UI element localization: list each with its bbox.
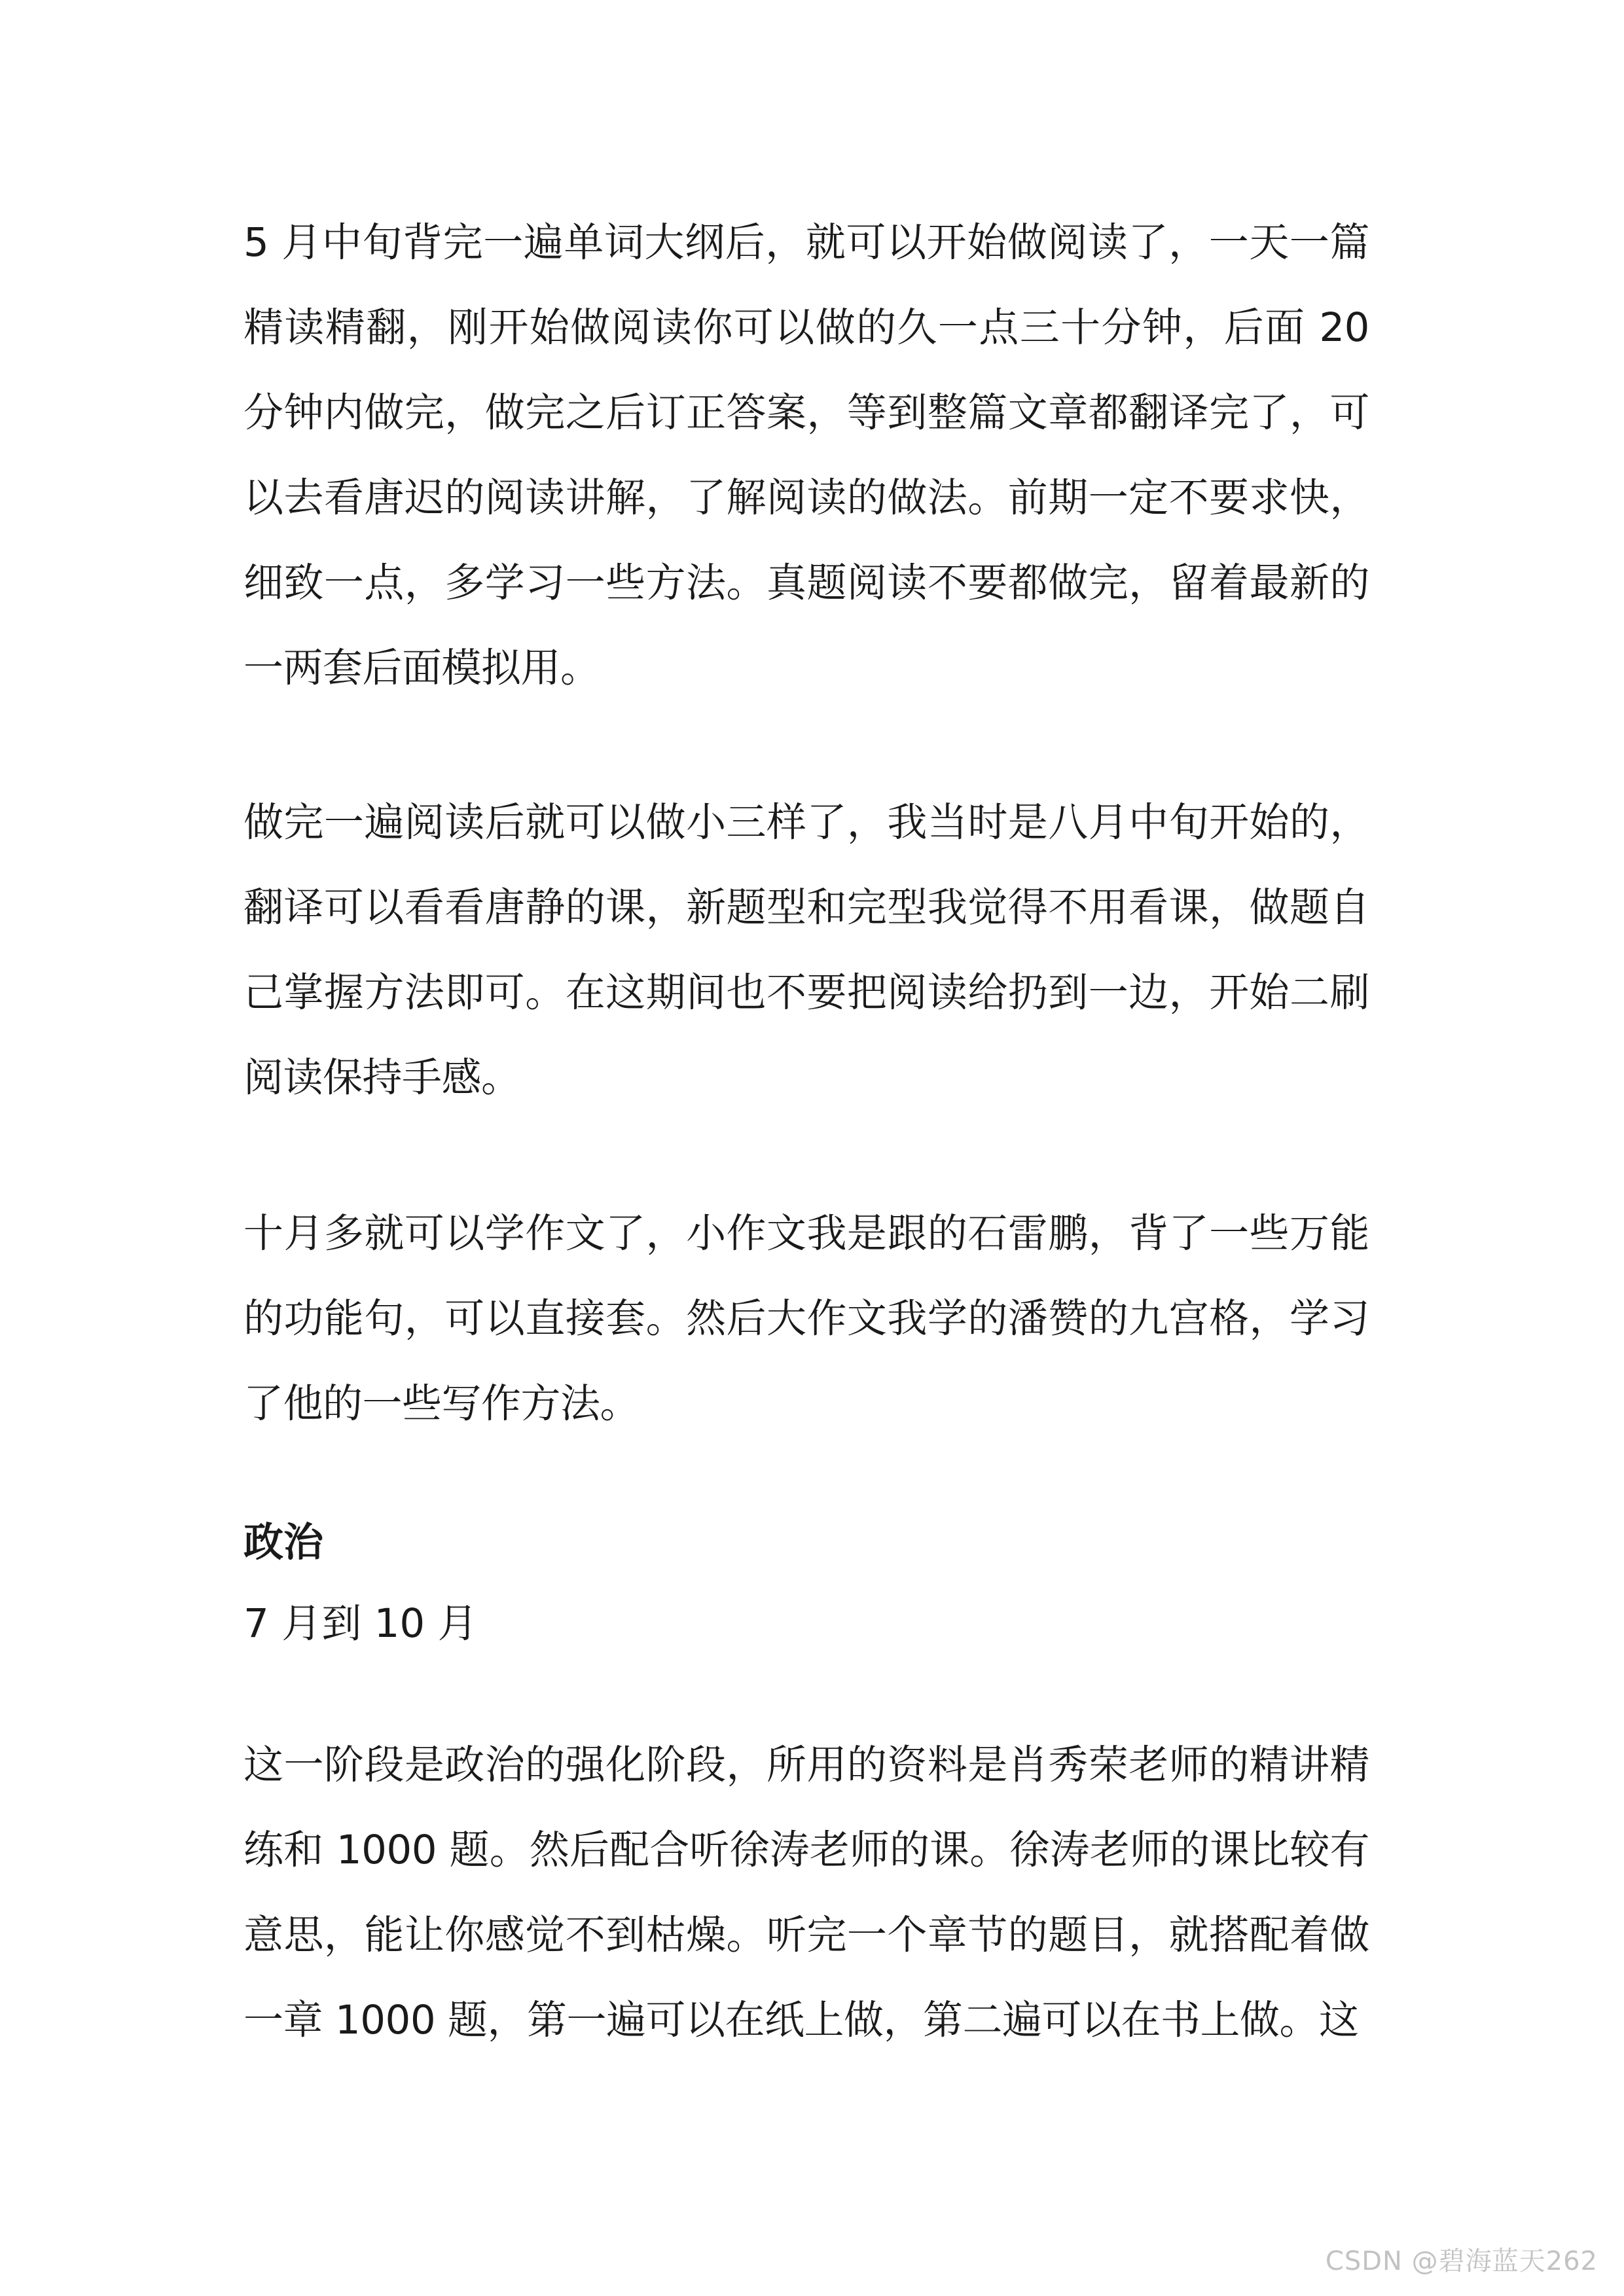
csdn-watermark: CSDN @碧海蓝天262 — [1325, 2246, 1598, 2276]
paragraph-writing-plan: 十月多就可以学作文了，小作文我是跟的石雷鹏，背了一些万能的功能句，可以直接套。然后大作文我学的潘赞的九宫格，学习了他的一些写作方法。 — [244, 1210, 1369, 1427]
document-body — [244, 200, 1369, 2063]
politics-period: 7 月到 10 月 — [244, 1600, 478, 1647]
paragraph-translation-plan: 做完一遍阅读后就可以做小三样了，我当时是八月中旬开始的，翻译可以看看唐静的课，新题型和完型我觉得不用看课，做题自己掌握方法即可。在这期间也不要把阅读给扔到一边，开始二刷阅读保持手感。 — [244, 799, 1369, 1101]
paragraph-reading-plan: 5 月中旬背完一遍单词大纲后，就可以开始做阅读了，一天一篇精读精翻，刚开始做阅读你可以做的久一点三十分钟，后面 20 分钟内做完，做完之后订正答案，等到整篇文章都翻译完了，可以去看唐迟的阅读讲解，了解阅读的做法。前期一定不要求快，细致一点，多学习一些方法。真题阅读不要都做完，留着最新的一两套后面模拟用。 — [244, 219, 1369, 691]
section-heading-politics: 政治 — [244, 1519, 324, 1566]
paragraph-politics-plan: 这一阶段是政治的强化阶段，所用的资料是肖秀荣老师的精讲精练和 1000 题。然后配合听徐涛老师的课。徐涛老师的课比较有意思，能让你感觉不到枯燥。听完一个章节的题目，就搭配着做一章 1000 题，第一遍可以在纸上做，第二遍可以在书上做。这 — [244, 1742, 1369, 2043]
